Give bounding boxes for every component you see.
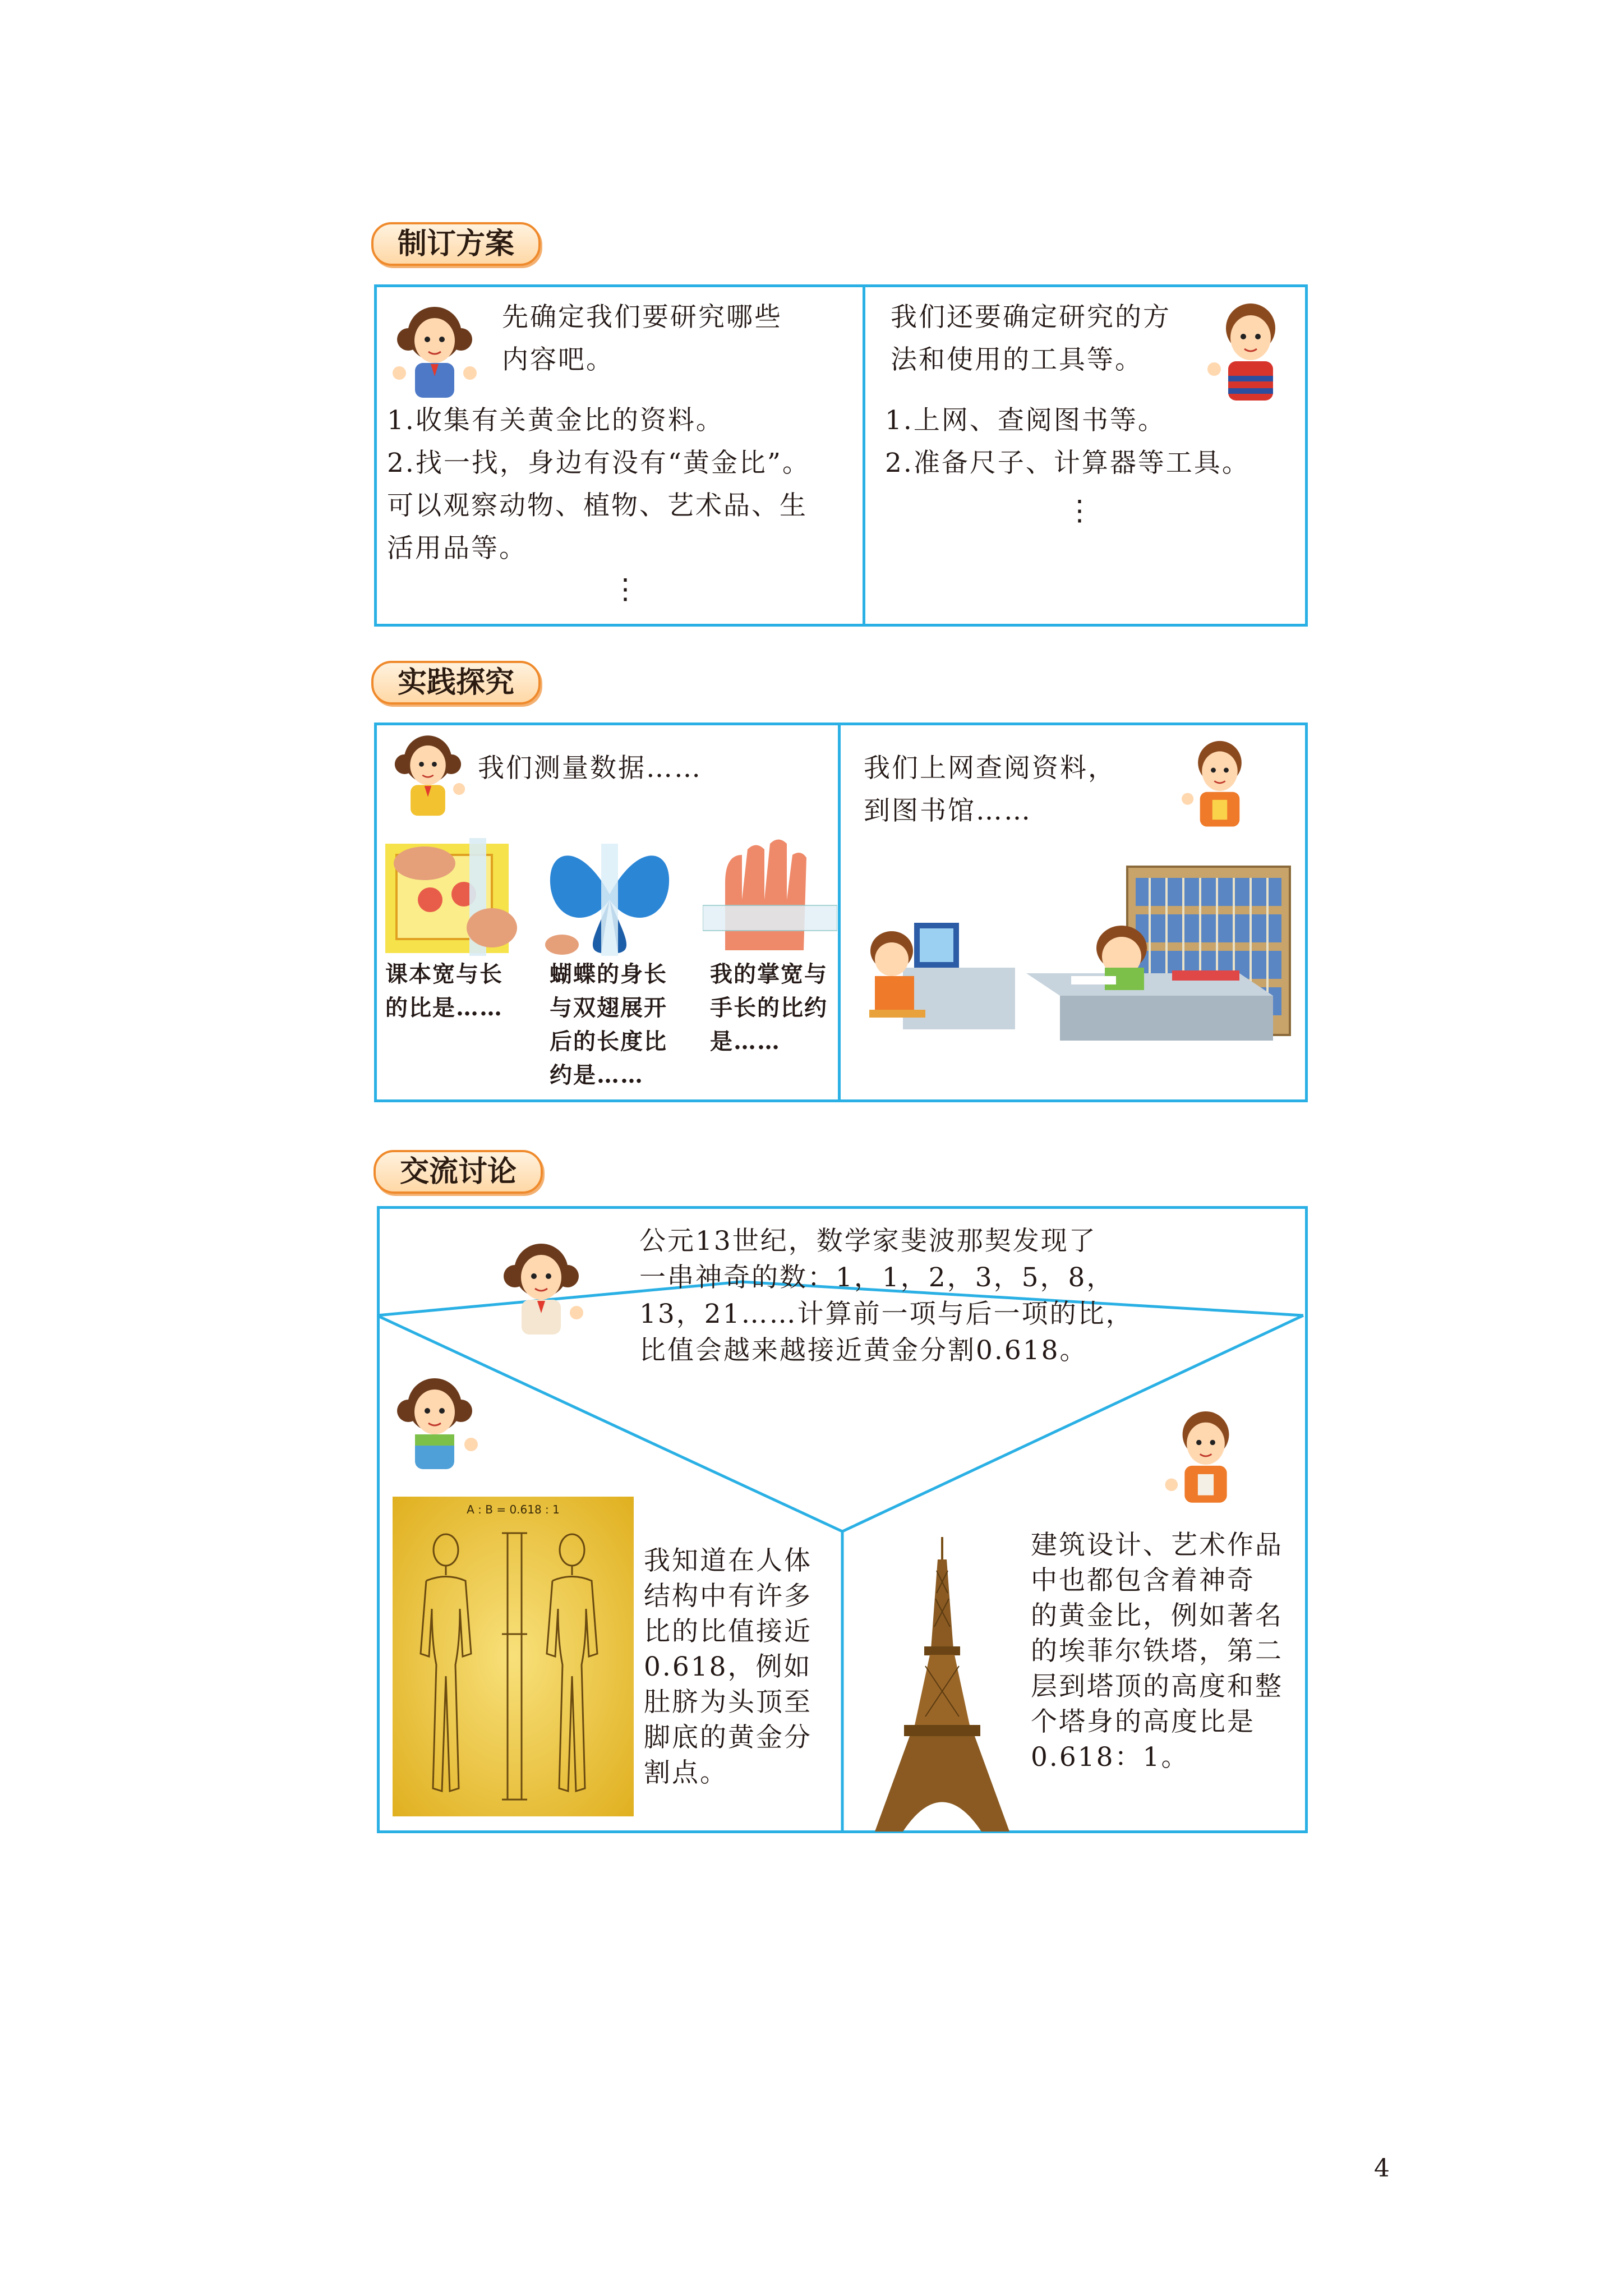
plan-right-speech-2: 法和使用的工具等。 xyxy=(891,344,1143,375)
caption-butterfly-3: 后的长度比 xyxy=(550,1028,667,1055)
discuss-right-line-4: 的埃菲尔铁塔，第二 xyxy=(1031,1636,1283,1667)
caption-butterfly-2: 与双翅展开 xyxy=(550,995,667,1021)
girl-avatar xyxy=(387,1372,482,1473)
eiffel-tower-image xyxy=(864,1537,1021,1834)
plan-left-speech-1: 先确定我们要研究哪些 xyxy=(502,302,782,333)
discuss-top-line-2: 一串神奇的数：1，1，2，3，5，8， xyxy=(639,1262,1115,1293)
discuss-left-line-3: 比的比值接近 xyxy=(644,1616,812,1647)
caption-butterfly-4: 约是…… xyxy=(550,1062,644,1088)
practice-right-speech-1: 我们上网查阅资料， xyxy=(864,753,1116,784)
hand-measure-photo xyxy=(703,838,837,956)
plan-left-item-3: 可以观察动物、植物、艺术品、生 xyxy=(387,490,808,521)
discuss-right-line-7: 0.618：1。 xyxy=(1031,1742,1189,1773)
caption-textbook-1: 课本宽与长 xyxy=(385,961,503,987)
plan-left-item-1: 1.收集有关黄金比的资料。 xyxy=(387,405,724,436)
discuss-left-line-2: 结构中有许多 xyxy=(644,1581,812,1612)
discuss-left-line-5: 肚脐为头顶至 xyxy=(644,1687,812,1718)
discuss-right-line-5: 层到塔顶的高度和整 xyxy=(1031,1671,1283,1702)
caption-hand-2: 手长的比约 xyxy=(710,995,828,1021)
plan-left-speech-2: 内容吧。 xyxy=(502,344,614,375)
textbook-measure-photo xyxy=(385,838,517,956)
discuss-top-line-1: 公元13世纪，数学家斐波那契发现了 xyxy=(639,1226,1097,1257)
discuss-right-line-1: 建筑设计、艺术作品 xyxy=(1031,1530,1283,1561)
plan-right-item-1: 1.上网、查阅图书等。 xyxy=(885,405,1166,436)
section-tag-plan: 制订方案 xyxy=(371,222,541,266)
boy-avatar xyxy=(1161,1405,1251,1506)
butterfly-measure-photo xyxy=(545,838,674,956)
plan-left-item-2: 2.找一找，身边有没有“黄金比”。 xyxy=(387,448,810,478)
discuss-left-line-6: 脚底的黄金分 xyxy=(644,1722,812,1753)
practice-left-speech: 我们测量数据…… xyxy=(478,753,702,784)
discuss-right-line-3: 的黄金比，例如著名 xyxy=(1031,1600,1283,1631)
body-proportion-figure xyxy=(393,1497,634,1816)
discuss-right-line-6: 个塔身的高度比是 xyxy=(1031,1706,1255,1737)
girl-avatar xyxy=(494,1237,589,1338)
caption-textbook-2: 的比是…… xyxy=(385,995,503,1021)
discuss-left-line-4: 0.618，例如 xyxy=(644,1651,812,1682)
discuss-left-line-1: 我知道在人体 xyxy=(644,1545,812,1576)
figure-ratio-label: A : B = 0.618 : 1 xyxy=(467,1503,560,1516)
plan-right-item-2: 2.准备尺子、计算器等工具。 xyxy=(885,448,1250,478)
plan-left-item-4: 活用品等。 xyxy=(387,533,527,564)
discuss-right-line-2: 中也都包含着神奇 xyxy=(1031,1565,1255,1596)
section-tag-discuss: 交流讨论 xyxy=(374,1150,543,1194)
practice-right-speech-2: 到图书馆…… xyxy=(864,795,1032,826)
discuss-top-line-4: 比值会越来越接近黄金分割0.618。 xyxy=(639,1335,1088,1366)
caption-butterfly-1: 蝴蝶的身长 xyxy=(550,961,667,987)
caption-hand-3: 是…… xyxy=(710,1028,781,1055)
girl-avatar xyxy=(387,300,482,401)
discuss-left-line-7: 割点。 xyxy=(644,1757,728,1788)
practice-divider xyxy=(838,723,841,1102)
plan-right-speech-1: 我们还要确定研究的方 xyxy=(891,302,1171,333)
plan-divider xyxy=(863,284,865,627)
plan-right-more: ⋮ xyxy=(1066,494,1094,527)
caption-hand-1: 我的掌宽与 xyxy=(710,961,828,987)
discuss-top-line-3: 13，21……计算前一项与后一项的比， xyxy=(639,1299,1134,1329)
page-number: 4 xyxy=(1374,2154,1390,2183)
library-scene xyxy=(858,855,1295,1046)
boy-avatar xyxy=(1178,735,1262,830)
boy-avatar xyxy=(1203,297,1298,404)
girl-avatar xyxy=(386,729,470,819)
section-tag-practice: 实践探究 xyxy=(371,661,541,705)
plan-left-more: ⋮ xyxy=(611,573,639,605)
